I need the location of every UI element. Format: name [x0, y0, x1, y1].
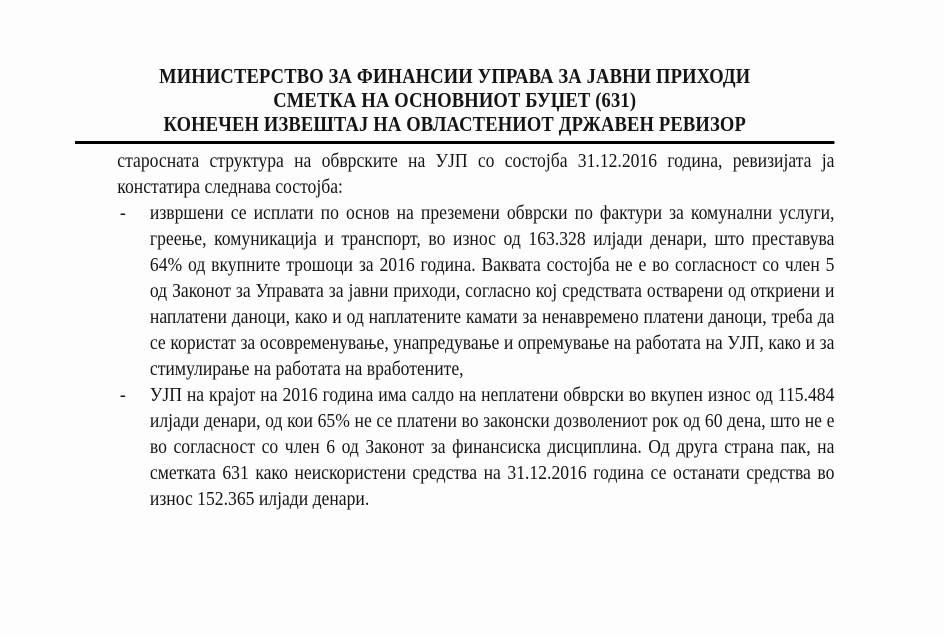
document-body: [117, 148, 834, 512]
header-divider-line: [75, 141, 834, 144]
bullet-dash: -: [119, 384, 126, 406]
finding-item-2: [117, 382, 834, 512]
intro-paragraph: старосната структура на обврските на УЈП со состојба 31.12.2016 година, ревизијата ја констатира следнава состојба:: [117, 150, 835, 198]
header-line-budget-account: СМЕТКА НА ОСНОВНИОТ БУЏЕТ (631): [273, 88, 637, 112]
header-line-report-title: КОНЕЧЕН ИЗВЕШТАЈ НА ОВЛАСТЕНИОТ ДРЖАВЕН РЕВИЗОР: [163, 112, 746, 136]
header-line-ministry: МИНИСТЕРСТВО ЗА ФИНАНСИИ УПРАВА ЗА ЈАВНИ ПРИХОДИ: [159, 64, 751, 88]
finding-item-1-text: извршени се исплати по основ на преземени обврски по фактури за комунални услуги, греење, комуникација и транспорт, во износ од 163.328 илјади денари, што преставува 64% од вкупните трошоци за 2016 година. Ваквата состојба не е во согласност со член 5 од Законот за Управата за јавни приходи, согласно кој средствата остварени од откриени и наплатени даноци, како и од наплатените камати за ненавремено платени даноци, треба да се користат за осовременување, унапредување и опремување на работата на УЈП, како и за стимулирање на работата на вработените,: [149, 202, 835, 380]
finding-item-1: [117, 200, 834, 382]
document-header: [75, 64, 834, 136]
bullet-dash: -: [119, 202, 126, 224]
finding-item-2-text: УЈП на крајот на 2016 година има салдо на неплатени обврски во вкупен износ од 115.484 илјади денари, од кои 65% не се платени во законски дозволениот рок од 60 дена, што не е во согласност со член 6 од Законот за финансиска дисциплина. Од друга страна пак, на сметката 631 како неискористени средства на 31.12.2016 година се останати средства во износ 152.365 илјади денари.: [149, 384, 835, 510]
page-content: [75, 64, 834, 512]
